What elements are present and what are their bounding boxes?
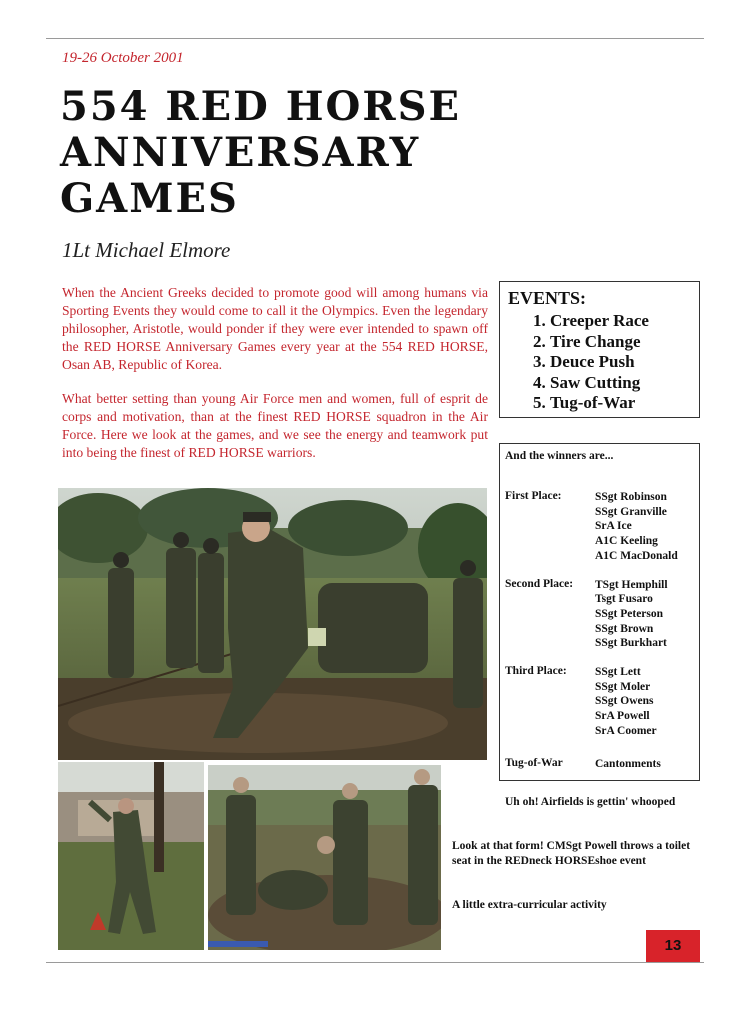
photo-tug-of-war xyxy=(58,488,487,760)
winners-heading: And the winners are... xyxy=(505,450,614,462)
winner-name: SSgt Brown xyxy=(595,622,654,635)
events-list xyxy=(508,311,691,414)
first-place xyxy=(505,490,694,564)
caption-mud: A little extra-curricular activity xyxy=(452,899,607,911)
winner-name: SrA Coomer xyxy=(595,724,657,737)
event-item: 1. Creeper Race xyxy=(550,311,691,332)
top-rule xyxy=(46,38,704,39)
title-line-2: ANNIVERSARY xyxy=(60,129,421,176)
winner-name: Cantonments xyxy=(595,757,661,770)
winner-name: Tsgt Fusaro xyxy=(595,593,653,606)
paragraph-1: When the Ancient Greeks decided to promote good will among humans via Sporting Events they would come to call it the Olympics. Even the legendary philosopher, Aristotle, would ponder if they were ever intended to spawn off the RED HORSE Anniversary Games every year at the 554 RED HORSE, Osan AB, Republic of Korea. xyxy=(62,285,488,372)
place-names xyxy=(595,490,694,564)
photo-horseshoe-image xyxy=(58,762,204,950)
winner-name: SSgt Moler xyxy=(595,680,651,693)
winner-name: SSgt Burkhart xyxy=(595,637,667,650)
bottom-rule xyxy=(46,962,704,963)
events-box xyxy=(499,281,700,418)
page-number: 13 xyxy=(646,930,700,962)
place-label: First Place: xyxy=(505,490,562,502)
winner-name: SSgt Granville xyxy=(595,505,667,518)
paragraph-2: What better setting than young Air Force men and women, full of esprit de corps and motivation, than at the finest RED HORSE squadron in the Air Force. Here we look at the games, and we see the energy and teamwork put into being the finest of RED HORSE warriors. xyxy=(62,391,488,460)
place-names xyxy=(595,665,694,739)
event-item: 3. Deuce Push xyxy=(550,352,691,373)
place-label: Tug-of-War xyxy=(505,756,563,769)
photo-horseshoe xyxy=(58,762,204,950)
tug-of-war-place xyxy=(505,757,694,772)
winner-name: SrA Ice xyxy=(595,520,632,533)
place-names xyxy=(595,757,694,772)
winner-name: SSgt Robinson xyxy=(595,491,667,503)
winner-name: TSgt Hemphill xyxy=(595,578,668,591)
winner-name: SSgt Peterson xyxy=(595,607,664,620)
article-body xyxy=(62,284,488,478)
issue-date: 19-26 October 2001 xyxy=(62,50,184,66)
events-title: EVENTS: xyxy=(508,288,587,308)
winner-name: A1C MacDonald xyxy=(595,549,678,562)
event-item: 5. Tug-of-War xyxy=(550,393,691,414)
winners-box xyxy=(499,443,700,781)
third-place xyxy=(505,665,694,739)
place-label: Third Place: xyxy=(505,665,567,678)
winner-name: SSgt Lett xyxy=(595,666,641,679)
event-item: 4. Saw Cutting xyxy=(550,373,691,394)
title-line-3: GAMES xyxy=(60,175,239,222)
photo-mud xyxy=(208,765,441,950)
winner-name: A1C Keeling xyxy=(595,535,658,548)
byline: 1Lt Michael Elmore xyxy=(62,238,231,262)
winner-name: SrA Powell xyxy=(595,710,650,723)
caption-toilet-seat: Look at that form! CMSgt Powell throws a toilet seat in the REDneck HORSEshoe event xyxy=(452,840,691,867)
photo-tug-of-war-image xyxy=(58,488,487,760)
place-names xyxy=(595,578,694,652)
event-item: 2. Tire Change xyxy=(550,332,691,353)
title-line-1: 554 RED HORSE xyxy=(60,83,462,130)
photo-mud-image xyxy=(208,765,441,950)
place-label: Second Place: xyxy=(505,577,574,590)
winner-name: SSgt Owens xyxy=(595,695,654,708)
caption-tug-of-war: Uh oh! Airfields is gettin' whooped xyxy=(505,796,676,808)
article-title xyxy=(60,84,660,222)
second-place xyxy=(505,578,694,652)
